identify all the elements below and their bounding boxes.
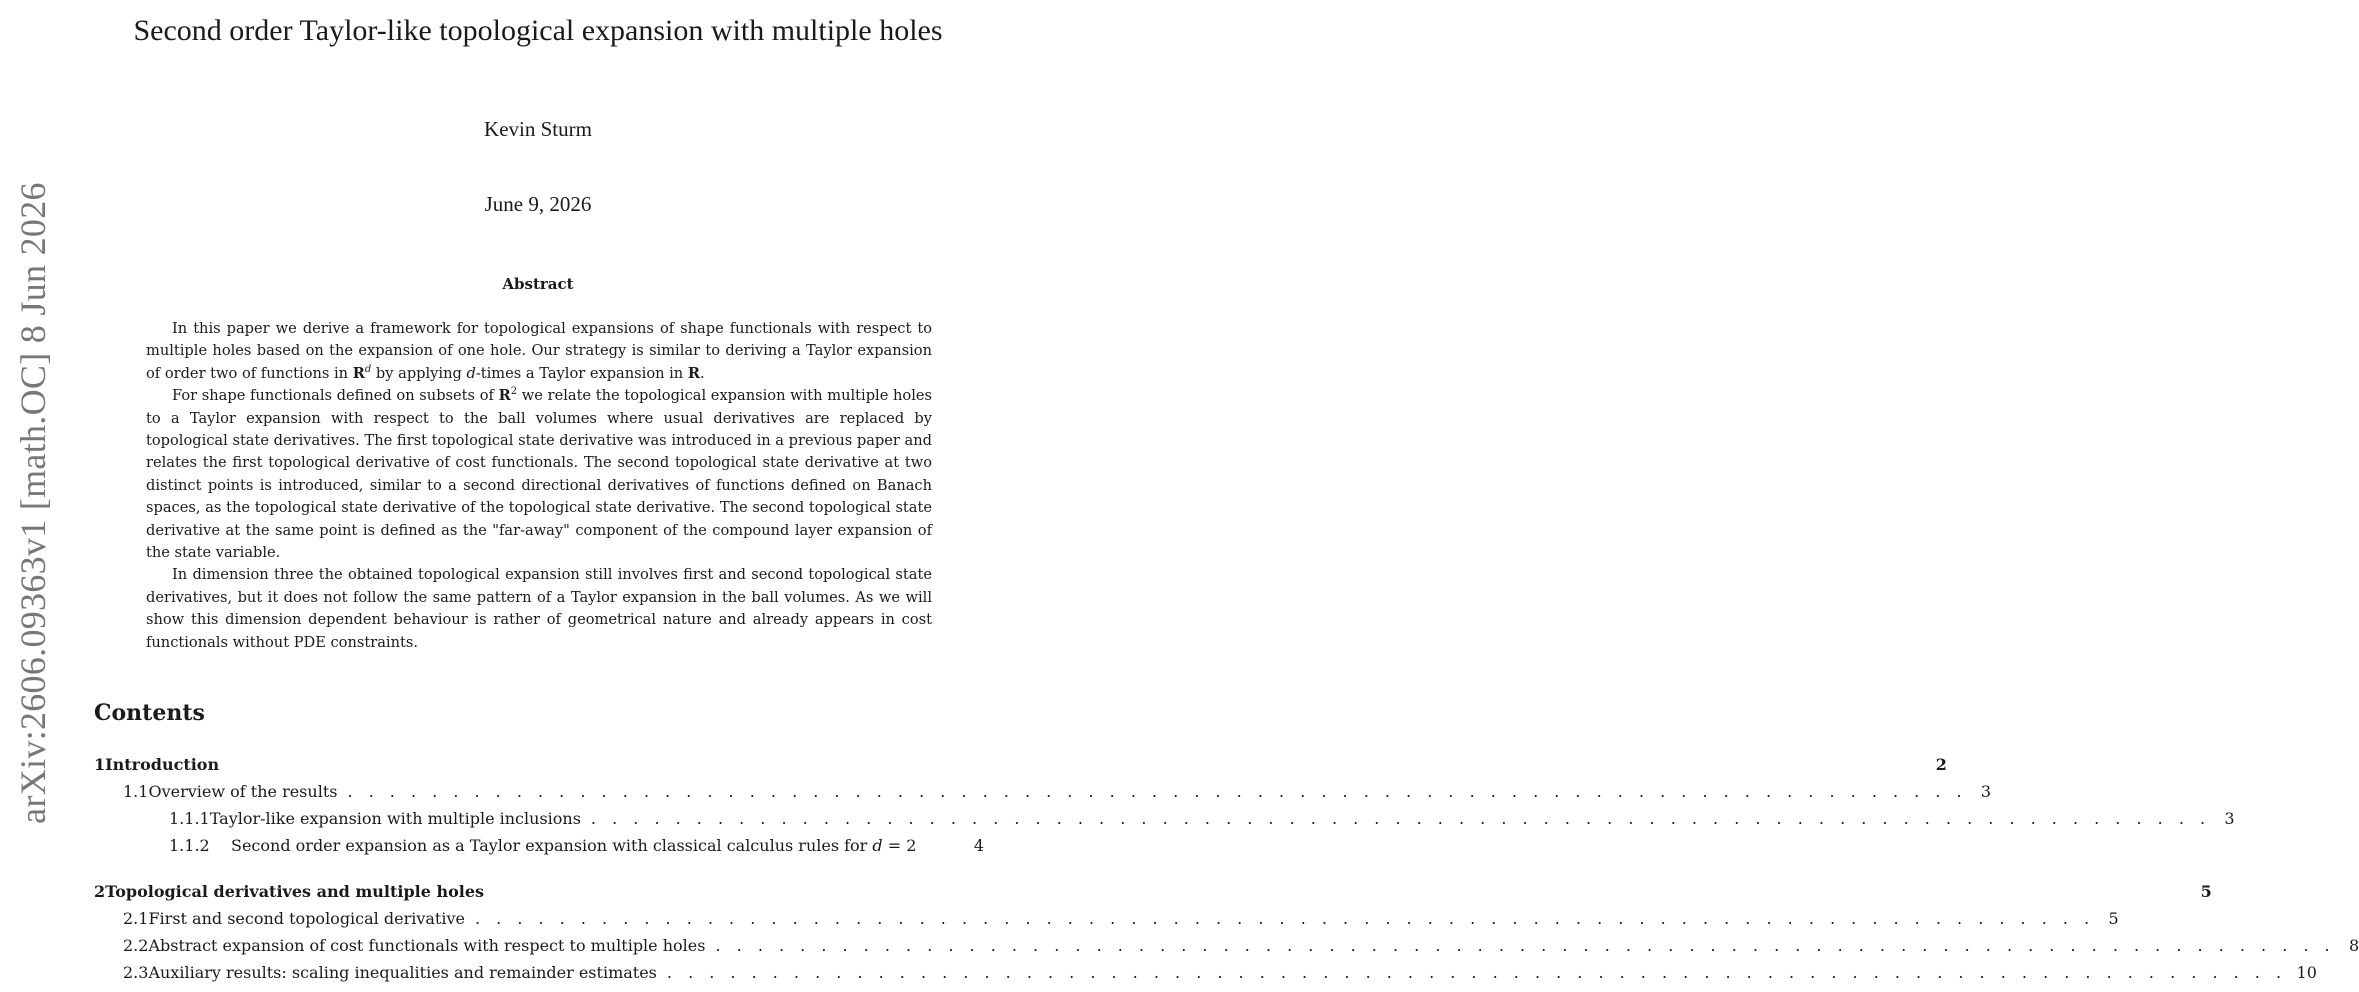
paper-title: Second order Taylor-like topological expansion with multiple holes [133, 14, 943, 47]
abstract-paragraph-2 [146, 385, 932, 564]
abstract-p2-real-symbol: R [498, 387, 511, 405]
toc-entry-title: Overview of the results [148, 782, 338, 801]
toc-entry-title [231, 836, 916, 855]
abstract-paragraph-1 [146, 318, 932, 385]
contents-heading: Contents [94, 700, 205, 726]
arxiv-side-stamp [13, 163, 53, 843]
toc-entry[interactable] [94, 809, 2235, 831]
paper-date: June 9, 2026 [484, 192, 592, 216]
abstract-p1-math-d: d [466, 364, 476, 382]
toc-entry-title: Auxiliary results: scaling inequalities and remainder estimates [148, 963, 657, 982]
toc-entry[interactable] [94, 782, 1992, 804]
toc-leader: . . . . . . . . . . . . . . . . . . . . . . . . . . . . . . . . . . . . . . . . . . . . . . . . . . . . . . . . . . . . . . . . . . . . . . . . . . . . . [715, 936, 2336, 955]
toc-entry-number: 1 [94, 755, 106, 774]
toc-entry-title-text: Second order expansion as a Taylor expansion with classical calculus rules for [231, 836, 873, 855]
toc-entry[interactable] [94, 755, 1947, 777]
abstract-heading: Abstract [502, 275, 574, 293]
toc-entry-number: 1.1.2 [169, 836, 210, 855]
toc-entry-title-tail: = 2 [882, 836, 917, 855]
toc-entry-page: 5 [2200, 882, 2212, 901]
toc-entry-page: 3 [1980, 782, 1992, 801]
abstract-p1-superscript: d [364, 363, 372, 375]
abstract-p1-period: . [699, 364, 705, 382]
toc-leader: . . . . . . . . . . . . . . . . . . . . . . . . . . . . . . . . . . . . . . . . . . . . . . . . . . . . . . . . . . . . . . . . . . . . . . . . . . . . . [474, 909, 2095, 928]
toc-entry-number: 2 [94, 882, 106, 901]
toc-entry-page: 3 [2224, 809, 2235, 828]
toc-entry[interactable] [94, 836, 984, 858]
toc-leader: . . . . . . . . . . . . . . . . . . . . . . . . . . . . . . . . . . . . . . . . . . . . . . . . . . . . . . . . . . . . . . . . . . . . . . . . . . . . . [666, 963, 2287, 982]
toc-entry-page: 8 [2348, 936, 2359, 955]
toc-entry-page: 4 [973, 836, 984, 855]
toc-entry[interactable] [94, 882, 2212, 904]
toc-entry-number: 2.3 [123, 963, 149, 982]
toc-entry-number: 2.2 [123, 936, 149, 955]
abstract-p1-text-b: by applying [371, 364, 467, 382]
toc-entry-page: 5 [2108, 909, 2119, 928]
abstract-p2-superscript: 2 [510, 386, 518, 398]
toc-leader: . . . . . . . . . . . . . . . . . . . . . . . . . . . . . . . . . . . . . . . . . . . . . . . . . . . . . . . . . . . . . . . . . . . . . . . . . . . . . [347, 782, 1968, 801]
toc-entry[interactable] [94, 936, 2359, 958]
abstract-p1-text-a: In this paper we derive a framework for topological expansions of shape functionals with respect to multiple holes based on the expansion of one hole. Our strategy is similar to deriving a Taylor expansion of order two of functions in [146, 320, 932, 382]
abstract-p1-real-symbol: R [352, 364, 365, 382]
abstract-paragraph-3: In dimension three the obtained topological expansion still involves first and second topological state derivatives, but it does not follow the same pattern of a Taylor expansion in the ball volumes. As we will show this dimension dependent behaviour is rather of geometrical nature and already appears in cost functionals without PDE constraints. [146, 566, 932, 651]
toc-entry-page: 10 [2296, 963, 2317, 982]
toc-entry-title: Abstract expansion of cost functionals with respect to multiple holes [148, 936, 706, 955]
toc-entry-number: 1.1 [123, 782, 149, 801]
toc-entry[interactable] [94, 963, 2317, 985]
toc-leader: . . . . . . . . . . . . . . . . . . . . . . . . . . . . . . . . . . . . . . . . . . . . . . . . . . . . . . . . . . . . . . . . . . . . . . . . . . . . . [590, 809, 2211, 828]
toc-entry-number: 1.1.1 [169, 809, 210, 828]
abstract-p1-text-c: -times a Taylor expansion in [475, 364, 688, 382]
toc-entry-title: Taylor-like expansion with multiple inclusions [209, 809, 581, 828]
toc-entry[interactable] [94, 909, 2119, 931]
abstract-p1-real-symbol-2: R [687, 364, 700, 382]
toc-entry-title: Topological derivatives and multiple holes [105, 882, 485, 901]
toc-entry-number: 2.1 [123, 909, 149, 928]
abstract-p2-text-a: For shape functionals defined on subsets of [172, 387, 499, 405]
toc-entry-page: 2 [1935, 755, 1947, 774]
author-name: Kevin Sturm [484, 117, 592, 141]
abstract-p2-text-b: we relate the topological expansion with multiple holes to a Taylor expansion with respect to the ball volumes where usual derivatives are replaced by topological state derivatives. The first topological state derivative was introduced in a previous paper and relates the first topological derivative of cost functionals. The second topological state derivative at two distinct points is introduced, similar to a second directional derivatives of functions defined on Banach spaces, as the topological state derivative of the topological state derivative. The second topological state derivative at the same point is defined as the "far-away" component of the compound layer expansion of the state variable. [146, 387, 932, 562]
toc-entry-title: First and second topological derivative [148, 909, 465, 928]
toc-entry-title-math: d [872, 836, 883, 855]
toc-entry-title: Introduction [105, 755, 220, 774]
abstract-body [146, 318, 932, 654]
arxiv-identifier: arXiv:2606.09363v1 [math.OC] 8 Jun 2026 [13, 182, 53, 824]
